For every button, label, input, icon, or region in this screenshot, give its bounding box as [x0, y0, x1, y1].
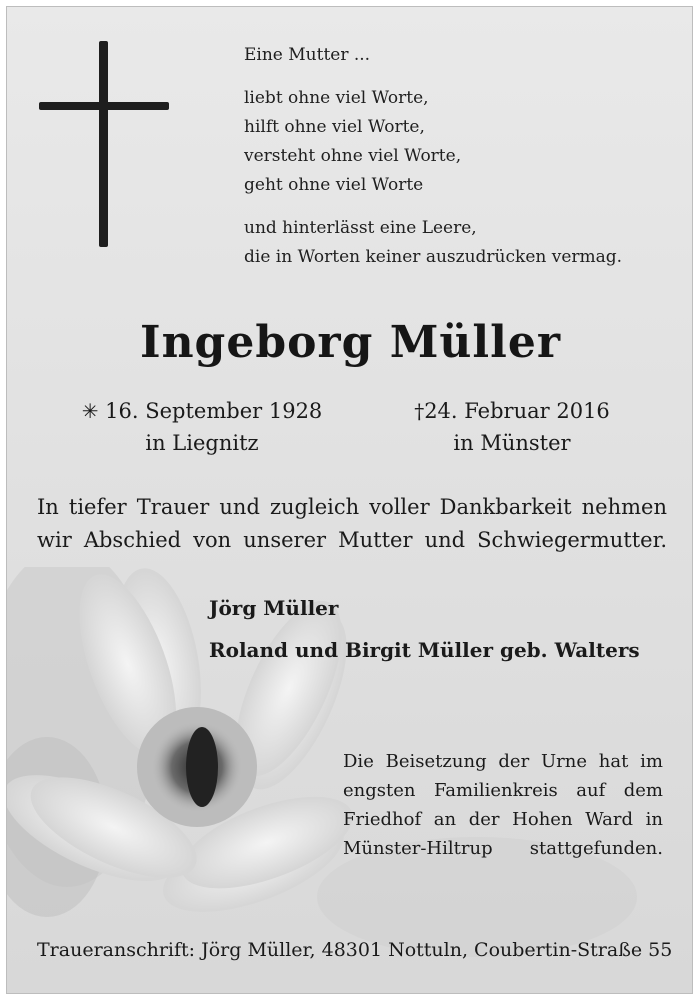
- poem-line: die in Worten keiner auszudrücken vermag.: [244, 247, 623, 267]
- burial-notice: [343, 747, 663, 863]
- poem-line: versteht ohne viel Worte,: [244, 146, 462, 166]
- burial-line: Die Beisetzung der Urne hat im: [343, 751, 663, 772]
- poem: [244, 41, 622, 272]
- deceased-name: Ingeborg Müller: [139, 317, 561, 368]
- death-info: [387, 395, 637, 459]
- poem-line: Eine Mutter ...: [244, 45, 371, 65]
- poem-line: und hinterlässt eine Leere,: [244, 218, 477, 238]
- death-date: 24. Februar 2016: [424, 399, 610, 423]
- obituary-card: [6, 6, 693, 994]
- birth-date: 16. September 1928: [105, 399, 323, 423]
- poem-line: geht ohne viel Worte: [244, 175, 424, 195]
- mourning-message: In tiefer Trauer und zugleich voller Dankbarkeit nehmen wir Abschied von unserer Mutter und Schwiegermutter.: [37, 495, 667, 552]
- birth-info: [67, 395, 337, 459]
- burial-line: engsten Familienkreis auf dem: [343, 780, 663, 801]
- family-signature: [209, 587, 640, 671]
- cross-icon: [39, 39, 169, 249]
- birth-star-icon: ✳: [81, 399, 99, 423]
- death-place: in Münster: [453, 431, 571, 455]
- family-member: Roland und Birgit Müller geb. Walters: [209, 638, 640, 662]
- mourning-address: Traueranschrift: Jörg Müller, 48301 Nottuln, Coubertin-Straße 55: [37, 939, 673, 961]
- burial-line: Friedhof an der Hohen Ward in: [343, 809, 663, 830]
- poem-line: liebt ohne viel Worte,: [244, 88, 429, 108]
- poem-line: hilft ohne viel Worte,: [244, 117, 425, 137]
- birth-place: in Liegnitz: [145, 431, 259, 455]
- burial-line: Münster-Hiltrup stattgefunden.: [343, 838, 663, 859]
- death-cross-icon: †: [414, 399, 425, 423]
- family-member: Jörg Müller: [209, 596, 339, 620]
